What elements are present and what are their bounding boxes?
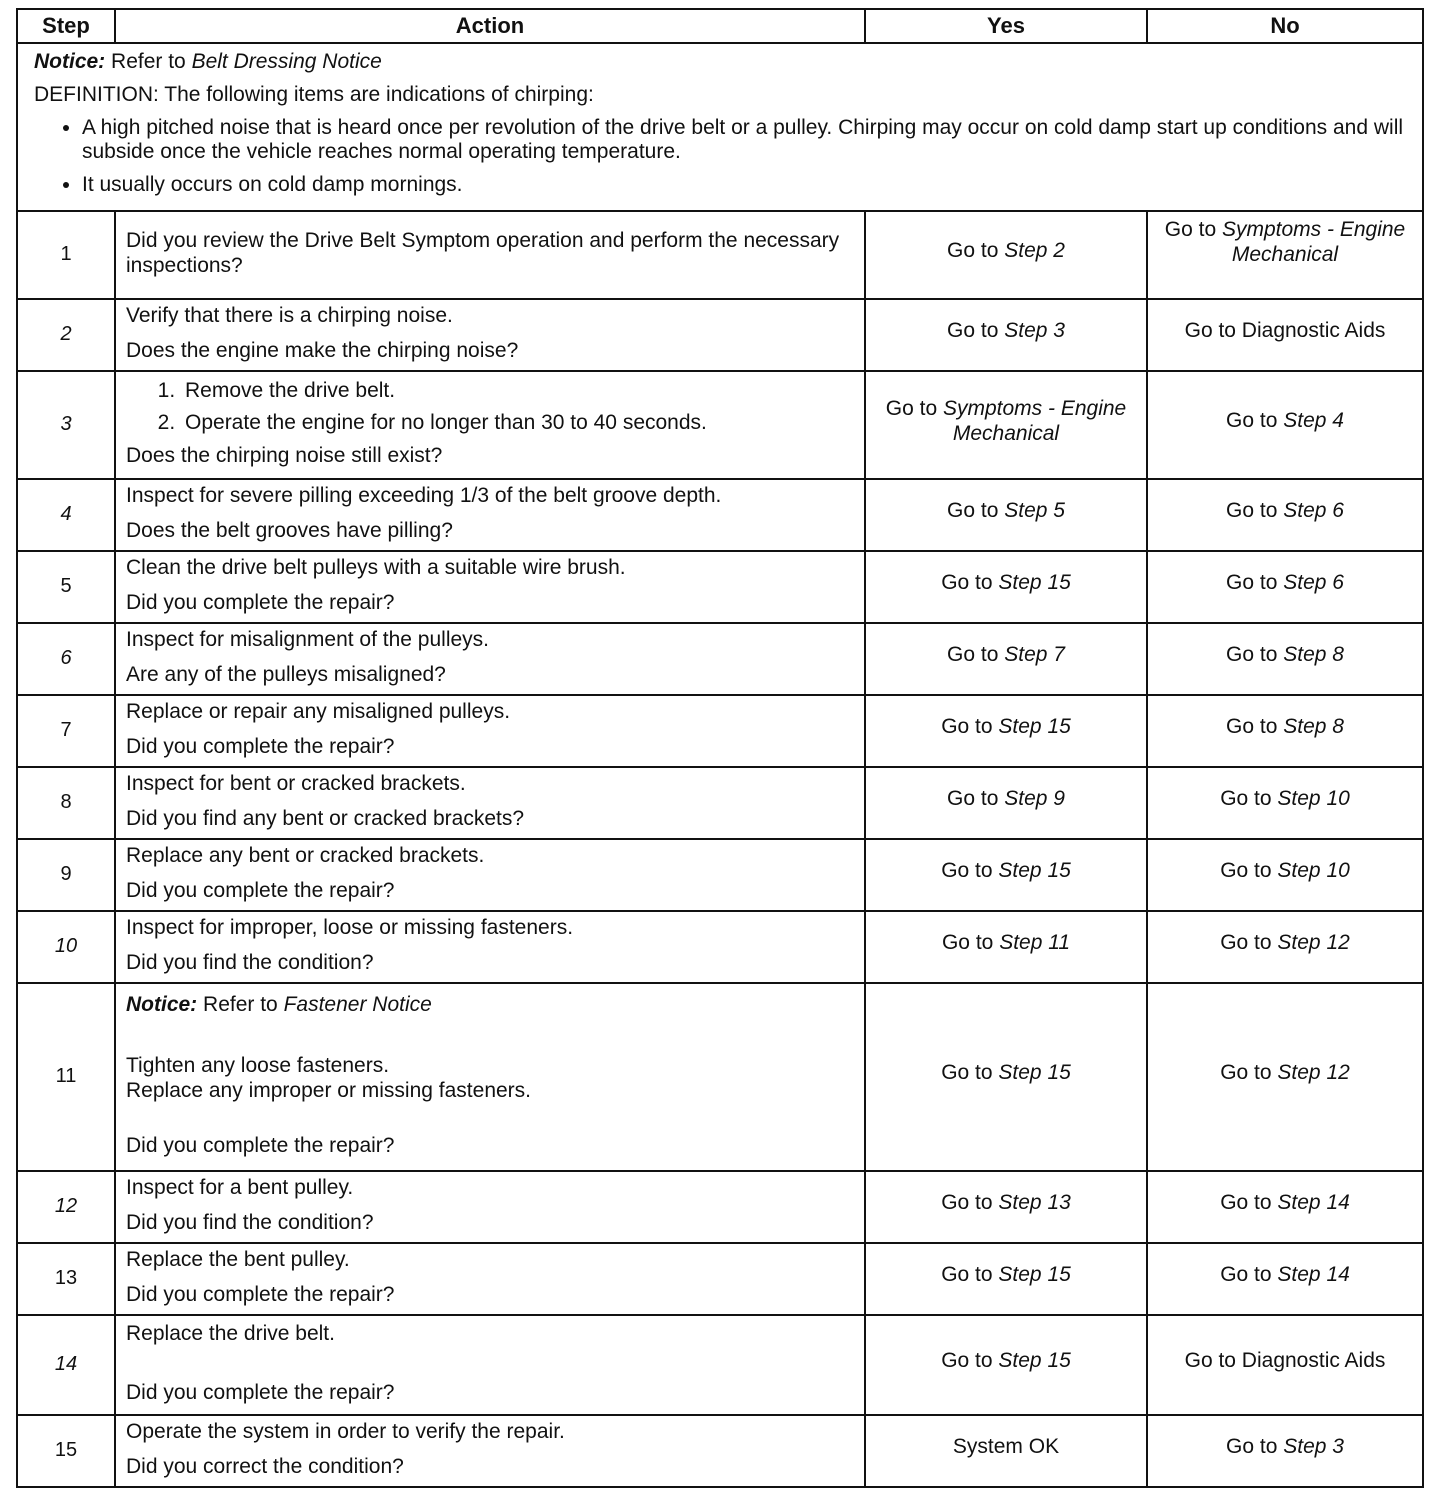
no-cell: [1147, 623, 1423, 695]
step-number: 14: [17, 1315, 115, 1415]
goto-text: Go to: [1164, 217, 1217, 241]
action-line: Does the engine make the chirping noise?: [126, 338, 519, 362]
action-line: Does the belt grooves have pilling?: [126, 518, 453, 542]
step-ref: Step 15: [998, 715, 1071, 739]
action-steps-list: [126, 379, 854, 437]
action-line: Did you complete the repair?: [126, 1380, 395, 1404]
step-rows: [17, 211, 1423, 1487]
yes-cell: [865, 299, 1147, 371]
row-notice-label: Notice:: [126, 993, 198, 1017]
yes-cell: [865, 839, 1147, 911]
step-row: [17, 623, 1423, 695]
step-ref: Step 5: [1004, 499, 1065, 523]
step-ref: Step 3: [1283, 1435, 1344, 1459]
notice-row: [17, 43, 1423, 211]
step-row: [17, 695, 1423, 767]
row-notice-ref: Fastener Notice: [283, 993, 432, 1017]
step-row: [17, 1171, 1423, 1243]
yes-cell: [865, 623, 1147, 695]
no-cell: [1147, 371, 1423, 479]
goto-text: Go to: [1226, 643, 1278, 667]
yes-cell: [865, 551, 1147, 623]
yes-cell: [865, 371, 1147, 479]
step-ref: Step 12: [1277, 931, 1350, 955]
goto-text: Go to: [941, 1061, 993, 1085]
no-cell: [1147, 211, 1423, 299]
step-row: [17, 1243, 1423, 1315]
action-line: Did you complete the repair?: [126, 1282, 395, 1306]
action-line: Did you correct the condition?: [126, 1454, 404, 1478]
yes-cell: [865, 695, 1147, 767]
yes-cell: [865, 1171, 1147, 1243]
step-number: 10: [17, 911, 115, 983]
action-line: Clean the drive belt pulleys with a suitable wire brush.: [126, 556, 626, 580]
goto-text: Go to: [947, 499, 999, 523]
goto-text: Go to: [1226, 571, 1278, 595]
yes-cell: [865, 767, 1147, 839]
header-step: Step: [17, 9, 115, 43]
action-line: Inspect for a bent pulley.: [126, 1176, 354, 1200]
step-number: 4: [17, 479, 115, 551]
action-cell: [115, 479, 865, 551]
step-number: 12: [17, 1171, 115, 1243]
action-step-item: 2. Operate the engine for no longer than 30 to 40 seconds.: [181, 411, 854, 436]
step-number: 8: [17, 767, 115, 839]
action-line: Did you complete the repair?: [126, 590, 395, 614]
action-line: Operate the system in order to verify the repair.: [126, 1420, 565, 1444]
step-row: [17, 839, 1423, 911]
step-number: 3: [17, 371, 115, 479]
yes-cell: [865, 211, 1147, 299]
goto-text: Go to: [941, 1263, 993, 1287]
action-line: Did you review the Drive Belt Symptom operation and perform the necessary inspections?: [126, 229, 840, 277]
notice-ref: Belt Dressing Notice: [191, 50, 382, 73]
action-line: Did you find any bent or cracked brackets?: [126, 806, 525, 830]
no-cell: [1147, 551, 1423, 623]
action-line: Did you complete the repair?: [126, 1133, 395, 1157]
step-ref: Step 4: [1283, 409, 1344, 433]
step-row: [17, 371, 1423, 479]
action-cell: [115, 1243, 865, 1315]
step-ref: Step 8: [1283, 643, 1344, 667]
row-notice: [126, 993, 854, 1018]
goto-text: Go to: [1220, 859, 1272, 883]
step-ref: Step 13: [998, 1191, 1071, 1215]
result-text: Go to Diagnostic Aids: [1184, 1349, 1386, 1373]
no-cell: [1147, 767, 1423, 839]
definition-list: [34, 116, 1412, 198]
notice-cell: [17, 43, 1423, 211]
step-row: [17, 299, 1423, 371]
action-line: Did you find the condition?: [126, 950, 374, 974]
no-cell: [1147, 1315, 1423, 1415]
step-ref: Step 14: [1277, 1191, 1350, 1215]
step-number: 1: [17, 211, 115, 299]
action-cell: [115, 1171, 865, 1243]
step-row: [17, 983, 1423, 1171]
result-text: System OK: [952, 1435, 1060, 1459]
goto-text: Go to: [941, 1349, 993, 1373]
header-no: No: [1147, 9, 1423, 43]
goto-text: Go to: [947, 787, 999, 811]
diagnostic-table: [16, 8, 1424, 1488]
action-cell: [115, 1315, 865, 1415]
action-cell: [115, 911, 865, 983]
no-cell: [1147, 911, 1423, 983]
goto-text: Go to: [941, 571, 993, 595]
action-line: Did you complete the repair?: [126, 734, 395, 758]
yes-cell: [865, 1415, 1147, 1487]
goto-text: Go to: [1226, 499, 1278, 523]
header-yes: Yes: [865, 9, 1147, 43]
action-line: Inspect for improper, loose or missing fasteners.: [126, 916, 574, 940]
goto-text: Go to: [1220, 931, 1272, 955]
goto-text: Go to: [1226, 1435, 1278, 1459]
step-row: [17, 911, 1423, 983]
action-line: Replace any improper or missing fasteners.: [126, 1078, 532, 1102]
action-line: Tighten any loose fasteners.: [126, 1054, 390, 1078]
action-line: Verify that there is a chirping noise.: [126, 304, 453, 328]
step-row: [17, 1415, 1423, 1487]
step-ref: Step 8: [1283, 715, 1344, 739]
notice-text: Refer to: [111, 50, 186, 73]
notice-line: [34, 50, 1412, 75]
action-cell: [115, 623, 865, 695]
yes-cell: [865, 911, 1147, 983]
step-ref: Step 14: [1277, 1263, 1350, 1287]
step-ref: Symptoms - Engine Mechanical: [942, 397, 1127, 445]
action-line: Does the chirping noise still exist?: [126, 444, 443, 468]
step-ref: Step 3: [1004, 319, 1065, 343]
yes-cell: [865, 1315, 1147, 1415]
row-notice-text: Refer to: [203, 993, 278, 1017]
step-row: [17, 767, 1423, 839]
step-number: 9: [17, 839, 115, 911]
goto-text: Go to: [947, 319, 999, 343]
action-line: Inspect for bent or cracked brackets.: [126, 772, 466, 796]
action-cell: [115, 983, 865, 1171]
step-ref: Step 10: [1277, 787, 1350, 811]
no-cell: [1147, 1415, 1423, 1487]
step-row: [17, 211, 1423, 299]
header-action: Action: [115, 9, 865, 43]
action-cell: [115, 695, 865, 767]
step-number: 2: [17, 299, 115, 371]
goto-text: Go to: [885, 397, 938, 421]
goto-text: Go to: [947, 643, 999, 667]
goto-text: Go to: [941, 715, 993, 739]
action-line: Replace any bent or cracked brackets.: [126, 844, 485, 868]
no-cell: [1147, 1243, 1423, 1315]
step-ref: Step 15: [998, 1349, 1071, 1373]
action-cell: [115, 299, 865, 371]
step-number: 13: [17, 1243, 115, 1315]
action-cell: [115, 211, 865, 299]
step-ref: Step 15: [998, 1263, 1071, 1287]
step-row: [17, 551, 1423, 623]
header-row: [17, 9, 1423, 43]
step-ref: Step 15: [998, 859, 1071, 883]
action-step-item: 1. Remove the drive belt.: [181, 379, 854, 404]
goto-text: Go to: [947, 239, 999, 263]
goto-text: Go to: [1220, 787, 1272, 811]
no-cell: [1147, 479, 1423, 551]
goto-text: Go to: [941, 931, 994, 955]
goto-text: Go to: [941, 1191, 993, 1215]
step-ref: Step 15: [998, 1061, 1071, 1085]
action-cell: [115, 551, 865, 623]
action-cell: [115, 371, 865, 479]
step-number: 7: [17, 695, 115, 767]
step-ref: Step 12: [1277, 1061, 1350, 1085]
step-row: [17, 479, 1423, 551]
step-row: [17, 1315, 1423, 1415]
definition-text: DEFINITION: The following items are indications of chirping:: [34, 82, 594, 106]
step-number: 11: [17, 983, 115, 1171]
action-line: Are any of the pulleys misaligned?: [126, 662, 446, 686]
step-number: 6: [17, 623, 115, 695]
step-ref: Step 9: [1004, 787, 1065, 811]
yes-cell: [865, 983, 1147, 1171]
action-line: Inspect for severe pilling exceeding 1/3 of the belt groove depth.: [126, 484, 722, 508]
no-cell: [1147, 839, 1423, 911]
goto-text: Go to: [941, 859, 993, 883]
step-ref: Symptoms - Engine Mechanical: [1221, 217, 1406, 266]
result-text: Go to Diagnostic Aids: [1184, 319, 1386, 343]
goto-text: Go to: [1226, 409, 1278, 433]
action-line: Replace the drive belt.: [126, 1322, 335, 1346]
action-line: Replace or repair any misaligned pulleys.: [126, 700, 511, 724]
step-ref: Step 7: [1004, 643, 1065, 667]
no-cell: [1147, 299, 1423, 371]
no-cell: [1147, 695, 1423, 767]
goto-text: Go to: [1220, 1061, 1272, 1085]
step-ref: Step 6: [1283, 499, 1344, 523]
step-ref: Step 15: [998, 571, 1071, 595]
yes-cell: [865, 1243, 1147, 1315]
step-ref: Step 11: [999, 931, 1071, 955]
action-line: Inspect for misalignment of the pulleys.: [126, 628, 490, 652]
definition-bullet: • A high pitched noise that is heard once per revolution of the drive belt or a pulley. Chirping may occur on cold damp start up conditions and will subside once the vehicle reaches normal operating temperature.: [82, 116, 1412, 166]
action-cell: [115, 767, 865, 839]
step-ref: Step 6: [1283, 571, 1344, 595]
goto-text: Go to: [1220, 1263, 1272, 1287]
no-cell: [1147, 1171, 1423, 1243]
action-cell: [115, 839, 865, 911]
yes-cell: [865, 479, 1147, 551]
step-number: 15: [17, 1415, 115, 1487]
definition-bullet: • It usually occurs on cold damp mornings.: [82, 173, 1412, 198]
step-ref: Step 10: [1277, 859, 1350, 883]
action-line: Did you complete the repair?: [126, 878, 395, 902]
action-cell: [115, 1415, 865, 1487]
action-line: Did you find the condition?: [126, 1210, 374, 1234]
goto-text: Go to: [1226, 715, 1278, 739]
step-number: 5: [17, 551, 115, 623]
action-line: Replace the bent pulley.: [126, 1248, 350, 1272]
goto-text: Go to: [1220, 1191, 1272, 1215]
no-cell: [1147, 983, 1423, 1171]
step-ref: Step 2: [1004, 239, 1065, 263]
notice-label: Notice:: [34, 50, 106, 73]
